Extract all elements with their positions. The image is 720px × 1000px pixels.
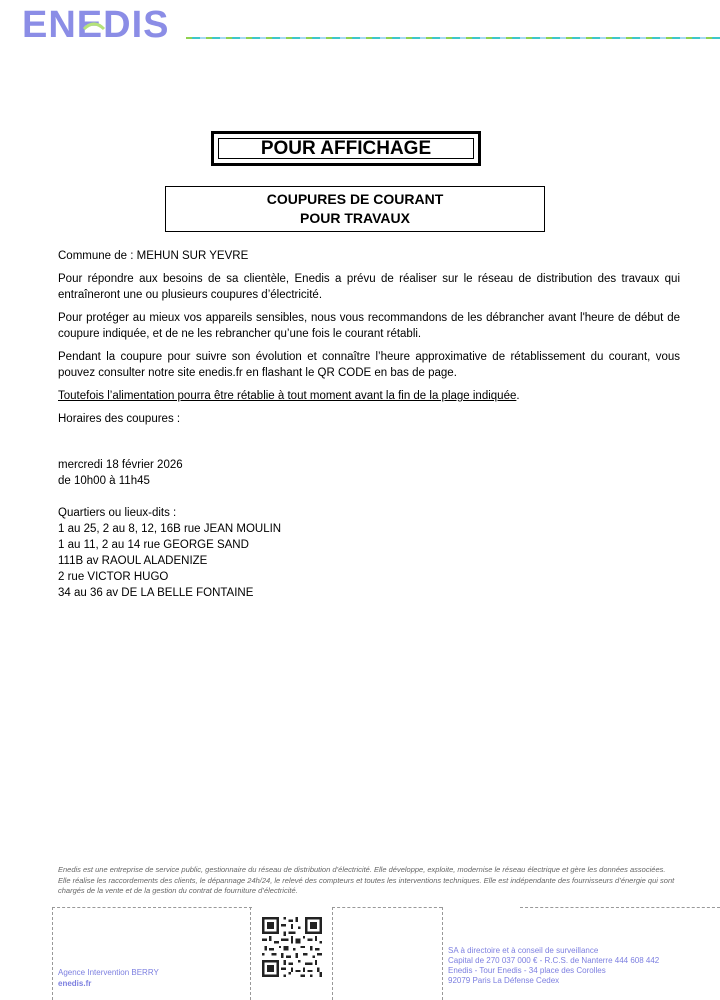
agence-name: Agence Intervention BERRY — [58, 968, 159, 977]
company-line: Capital de 270 037 000 € - R.C.S. de Nanterre 444 608 442 — [448, 956, 660, 965]
notice-underlined: Toutefois l’alimentation pourra être rétablie à tout moment avant la fin de la plage indiquée — [58, 390, 517, 402]
title-box — [211, 131, 481, 166]
website-link[interactable]: enedis.fr — [58, 979, 92, 988]
subtitle-line-1: COUPURES DE COURANT — [266, 191, 444, 207]
address-item: 34 au 36 av DE LA BELLE FONTAINE — [58, 587, 254, 599]
cut-line — [520, 907, 720, 908]
address-item: 1 au 11, 2 au 14 rue GEORGE SAND — [58, 539, 249, 551]
company-line: 92079 Paris La Défense Cedex — [448, 976, 560, 985]
footer-legal-text: Enedis est une entreprise de service public, gestionnaire du réseau de distribution d’électricité. Elle développe, exploite, modernise le réseau électrique et gère les données associées. Elle réalise les raccordements des clients, le dépannage 24h/24, le relevé des compteurs et toutes les interventions techniques. Elle est indépendante des fournisseurs d’énergie qui sont chargés de la vente et de la gestion du contrat de fourniture d’électricité. — [58, 865, 675, 895]
paragraph-protect: Pour protéger au mieux vos appareils sensibles, nous vous recommandons de les débrancher avant l'heure de début de coupure indiquée, et de ne les rebrancher qu’une fois le courant rétabli. — [58, 312, 680, 340]
enedis-logo — [22, 6, 182, 44]
commune: Commune de : MEHUN SUR YEVRE — [58, 250, 249, 262]
company-line: SA à directoire et à conseil de surveillance — [448, 946, 599, 955]
agence-info — [58, 967, 159, 989]
locations — [58, 505, 680, 601]
address-item: 1 au 25, 2 au 8, 12, 16B rue JEAN MOULIN — [58, 523, 282, 535]
company-info — [448, 946, 659, 986]
cut-line — [52, 907, 252, 908]
qr-code-icon[interactable] — [262, 917, 322, 977]
address-item: 2 rue VICTOR HUGO — [58, 571, 169, 583]
svg-text:ENEDIS: ENEDIS — [22, 6, 170, 44]
paragraph-follow: Pendant la coupure pour suivre son évolution et connaître l’heure approximative de rétablissement du courant, vous pouvez consulter notre site enedis.fr en flashant le QR CODE en bas de page. — [58, 351, 680, 379]
horaires-label: Horaires des coupures : — [58, 413, 181, 425]
cut-line — [332, 907, 442, 908]
notice-end: . — [516, 390, 520, 402]
paragraph-needs: Pour répondre aux besoins de sa clientèle, Enedis a prévu de réaliser sur le réseau de distribution des travaux qui entraîneront une ou plusieurs coupures d’électricité. — [58, 273, 680, 301]
address-item: 111B av RAOUL ALADENIZE — [58, 555, 208, 567]
cut-line — [52, 907, 53, 1000]
subtitle-box — [165, 186, 545, 232]
cut-line — [442, 907, 443, 1000]
subtitle-line-2: POUR TRAVAUX — [300, 210, 410, 226]
quartiers-label: Quartiers ou lieux-dits : — [58, 507, 177, 519]
outage-date: mercredi 18 février 2026 — [58, 459, 183, 471]
page-title: POUR AFFICHAGE — [218, 138, 474, 159]
outage-time: de 10h00 à 11h45 — [58, 475, 150, 487]
cut-line — [250, 907, 251, 1000]
cut-line — [332, 907, 333, 1000]
company-line: Enedis - Tour Enedis - 34 place des Corolles — [448, 966, 606, 975]
header-decorative-line — [186, 37, 720, 39]
notice-line — [58, 388, 680, 404]
schedule — [58, 457, 680, 489]
notice-body — [58, 248, 680, 601]
